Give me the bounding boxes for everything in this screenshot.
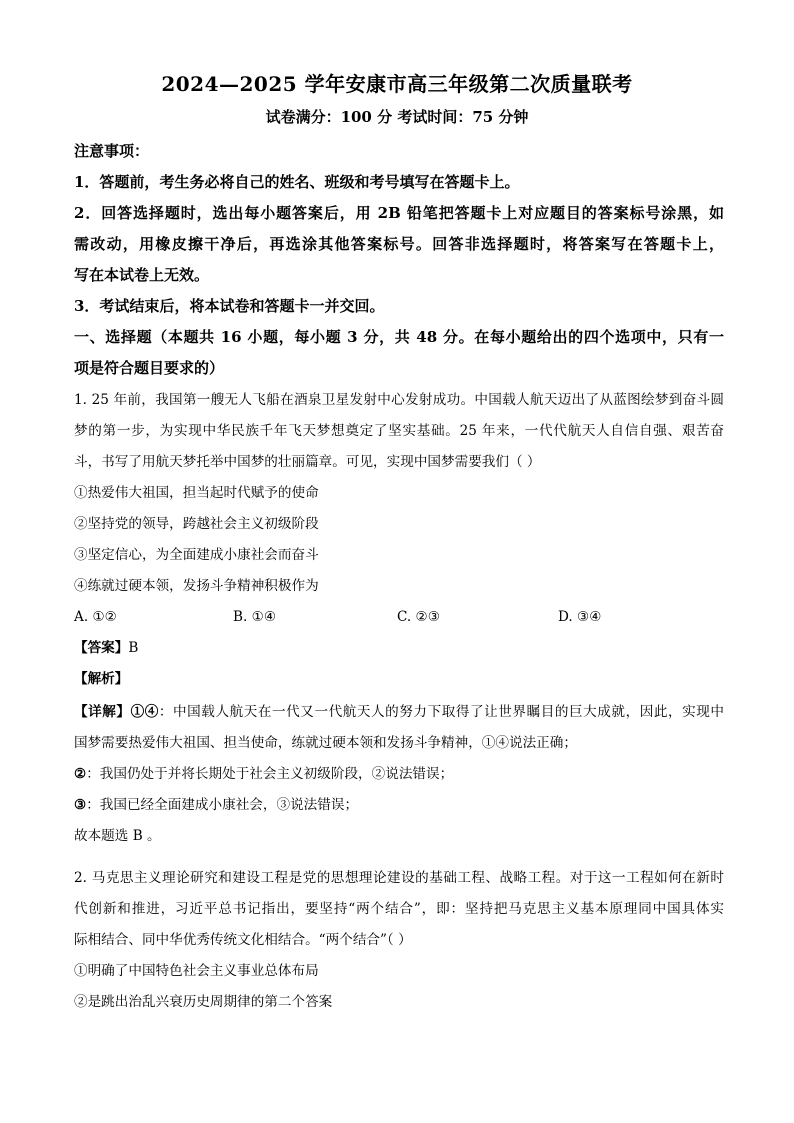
analysis-tag: 【解析】 bbox=[74, 671, 129, 687]
detail-mark-2: ② bbox=[74, 766, 87, 782]
q2-statement-2: ②是跳出治乱兴衰历史周期律的第二个答案 bbox=[74, 994, 333, 1010]
detail-mark-3: ③ bbox=[74, 797, 87, 813]
q1-option-a: A. ①② bbox=[74, 609, 117, 625]
q2-stem-line-1: 2. 马克思主义理论研究和建设工程是党的思想理论建设的基础工程、战略工程。对于这一工程如何在新时 bbox=[74, 870, 724, 886]
answer-tag: 【答案】 bbox=[74, 640, 129, 656]
notice-item-2-line-3: 写在本试卷上无效。 bbox=[74, 266, 210, 284]
q2-statement-1: ①明确了中国特色社会主义事业总体布局 bbox=[74, 963, 319, 979]
q1-conclusion: 故本题选 B 。 bbox=[74, 828, 161, 844]
q1-detail-line-2: 国梦需要热爱伟大祖国、担当使命，练就过硬本领和发扬斗争精神，①④说法正确； bbox=[74, 735, 577, 751]
q2-stem-line-2: 代创新和推进，习近平总书记指出，要坚持“两个结合”，即：坚持把马克思主义基本原理同中国具体实 bbox=[74, 901, 724, 917]
q1-statement-3: ③坚定信心，为全面建成小康社会而奋斗 bbox=[74, 547, 319, 563]
answer-value: B bbox=[128, 640, 139, 656]
detail-text-1: ：中国载人航天在一代又一代航天人的努力下取得了让世界瞩目的巨大成就，因此，实现中 bbox=[158, 704, 725, 720]
q1-analysis bbox=[74, 669, 724, 689]
q1-statement-1: ①热爱伟大祖国，担当起时代赋予的使命 bbox=[74, 485, 319, 501]
q1-statement-2: ②坚持党的领导，跨越社会主义初级阶段 bbox=[74, 516, 319, 532]
notice-item-2-line-2: 需改动，用橡皮擦干净后，再选涂其他答案标号。回答非选择题时，将答案写在答题卡上， bbox=[74, 235, 724, 253]
q1-option-b: B. ①④ bbox=[233, 609, 277, 625]
q1-statement-4: ④练就过硬本领，发扬斗争精神积极作为 bbox=[74, 578, 319, 594]
section-1-heading-line-2: 项是符合题目要求的） bbox=[74, 359, 225, 377]
notice-item-1: 1．答题前，考生务必将自己的姓名、班级和考号填写在答题卡上。 bbox=[74, 173, 520, 191]
q1-answer bbox=[74, 638, 724, 658]
notice-heading: 注意事项： bbox=[74, 142, 150, 160]
q1-detail-line-3 bbox=[74, 764, 724, 784]
q2-stem-line-3: 际相结合、同中华优秀传统文化相结合。“两个结合”（ ） bbox=[74, 932, 412, 948]
q1-stem-line-2: 梦的第一步，为实现中华民族千年飞天梦想奠定了坚实基础。25 年来，一代代航天人自信自强、艰苦奋 bbox=[74, 423, 724, 439]
notice-item-3: 3．考试结束后，将本试卷和答题卡一并交回。 bbox=[74, 297, 385, 315]
section-1-heading-line-1: 一、选择题（本题共 16 小题，每小题 3 分，共 48 分。在每小题给出的四个选项中，只有一 bbox=[74, 328, 724, 346]
detail-marks: ①④ bbox=[130, 704, 159, 720]
q1-option-c: C. ②③ bbox=[397, 609, 440, 625]
q1-stem-line-1: 1. 25 年前，我国第一艘无人飞船在酒泉卫星发射中心发射成功。中国载人航天迈出了从蓝图绘梦到奋斗圆 bbox=[74, 392, 724, 408]
exam-title: 2024—2025 学年安康市高三年级第二次质量联考 bbox=[161, 72, 633, 96]
detail-text-4: ：我国已经全面建成小康社会，③说法错误； bbox=[86, 797, 359, 813]
q1-detail-line-1 bbox=[74, 702, 724, 722]
detail-text-3: ：我国仍处于并将长期处于社会主义初级阶段，②说法错误； bbox=[86, 766, 454, 782]
q1-option-d: D. ③④ bbox=[558, 609, 602, 625]
detail-tag: 【详解】 bbox=[74, 704, 131, 720]
exam-subtitle: 试卷满分：100 分 考试时间：75 分钟 bbox=[265, 108, 529, 126]
q1-detail-line-4 bbox=[74, 795, 724, 815]
q1-stem-line-3: 斗，书写了用航天梦托举中国梦的壮丽篇章。可见，实现中国梦需要我们（ ） bbox=[74, 454, 541, 470]
notice-item-2-line-1: 2．回答选择题时，选出每小题答案后，用 2B 铅笔把答题卡上对应题目的答案标号涂黑，如 bbox=[74, 204, 724, 222]
